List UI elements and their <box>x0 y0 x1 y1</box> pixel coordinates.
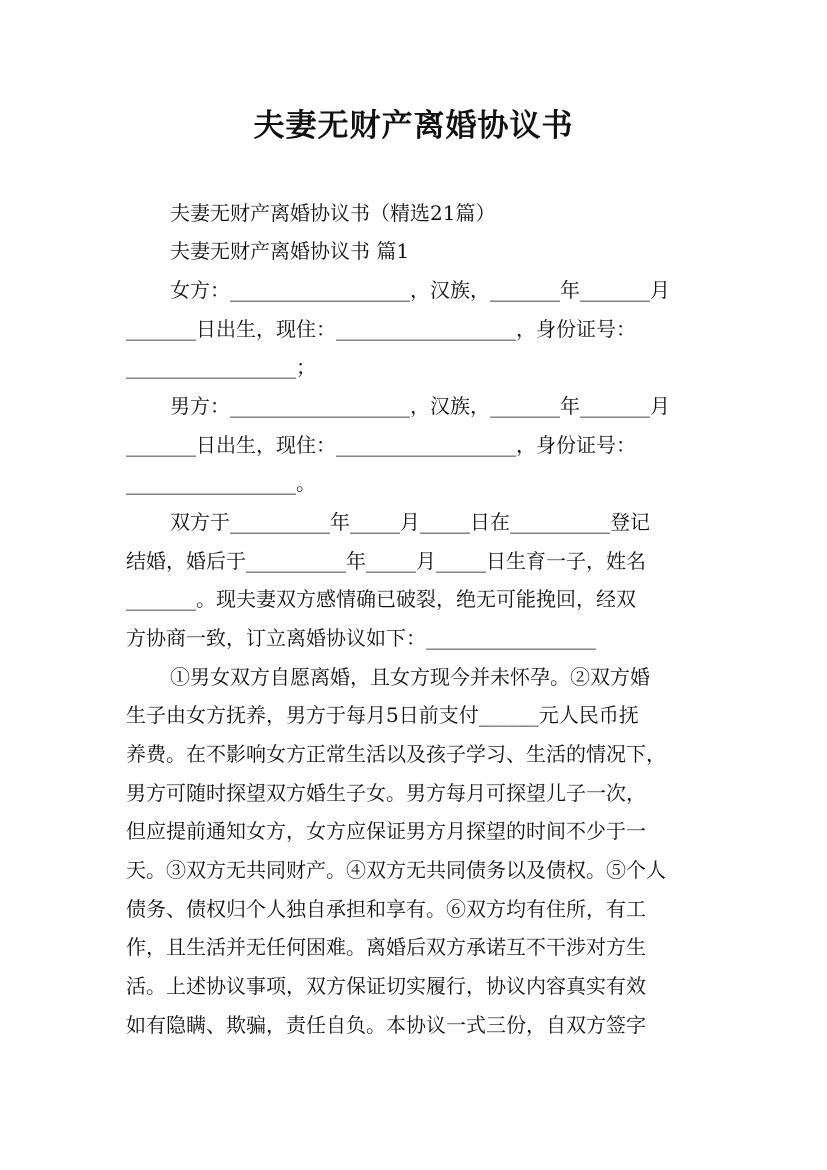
body-line: 天。③双方无共同财产。④双方无共同债务以及债权。⑤个人 <box>126 858 666 882</box>
body-line: 如有隐瞒、欺骗，责任自负。本协议一式三份，自双方签字 <box>126 1013 646 1037</box>
body-line: 债务、债权归个人独自承担和享有。⑥双方均有住所，有工 <box>126 897 646 921</box>
body-line: _________________。 <box>126 471 316 495</box>
body-line: 男方可随时探望双方婚生子女。男方每月可探望儿子一次， <box>126 781 646 805</box>
section-heading: 夫妻无财产离婚协议书 篇1 <box>170 239 410 263</box>
body-line: 结婚，婚后于__________年_____月_____日生育一子，姓名 <box>126 549 646 573</box>
body-line: 生子由女方抚养，男方于每月5日前支付______元人民币抚 <box>126 703 639 727</box>
body-line: 养费。在不影响女方正常生活以及孩子学习、生活的情况下， <box>126 742 666 766</box>
body-line: _______日出生，现住：__________________，身份证号： <box>126 433 636 457</box>
body-line: 男方：__________________，汉族，_______年_______月 <box>170 394 670 418</box>
body-line: _______。现夫妻双方感情确已破裂，绝无可能挽回，经双 <box>126 587 636 611</box>
body-line: 方协商一致，订立离婚协议如下：_________________ <box>126 626 596 650</box>
document-title: 夫妻无财产离婚协议书 <box>253 108 574 144</box>
body-line: 活。上述协议事项，双方保证切实履行，协议内容真实有效 <box>126 974 646 998</box>
body-line: _______日出生，现住：__________________，身份证号： <box>126 317 636 341</box>
body-line: 女方：__________________，汉族，_______年_______月 <box>170 278 670 302</box>
body-line: 双方于__________年_____月_____日在__________登记 <box>170 510 650 534</box>
body-line: 作，且生活并无任何困难。离婚后双方承诺互不干涉对方生 <box>126 935 646 959</box>
body-line: 但应提前通知女方，女方应保证男方月探望的时间不少于一 <box>126 819 646 843</box>
body-line: ①男女双方自愿离婚，且女方现今并未怀孕。②双方婚 <box>170 665 650 689</box>
subtitle-line: 夫妻无财产离婚协议书（精选21篇） <box>170 201 496 225</box>
body-line: _________________； <box>126 355 316 379</box>
